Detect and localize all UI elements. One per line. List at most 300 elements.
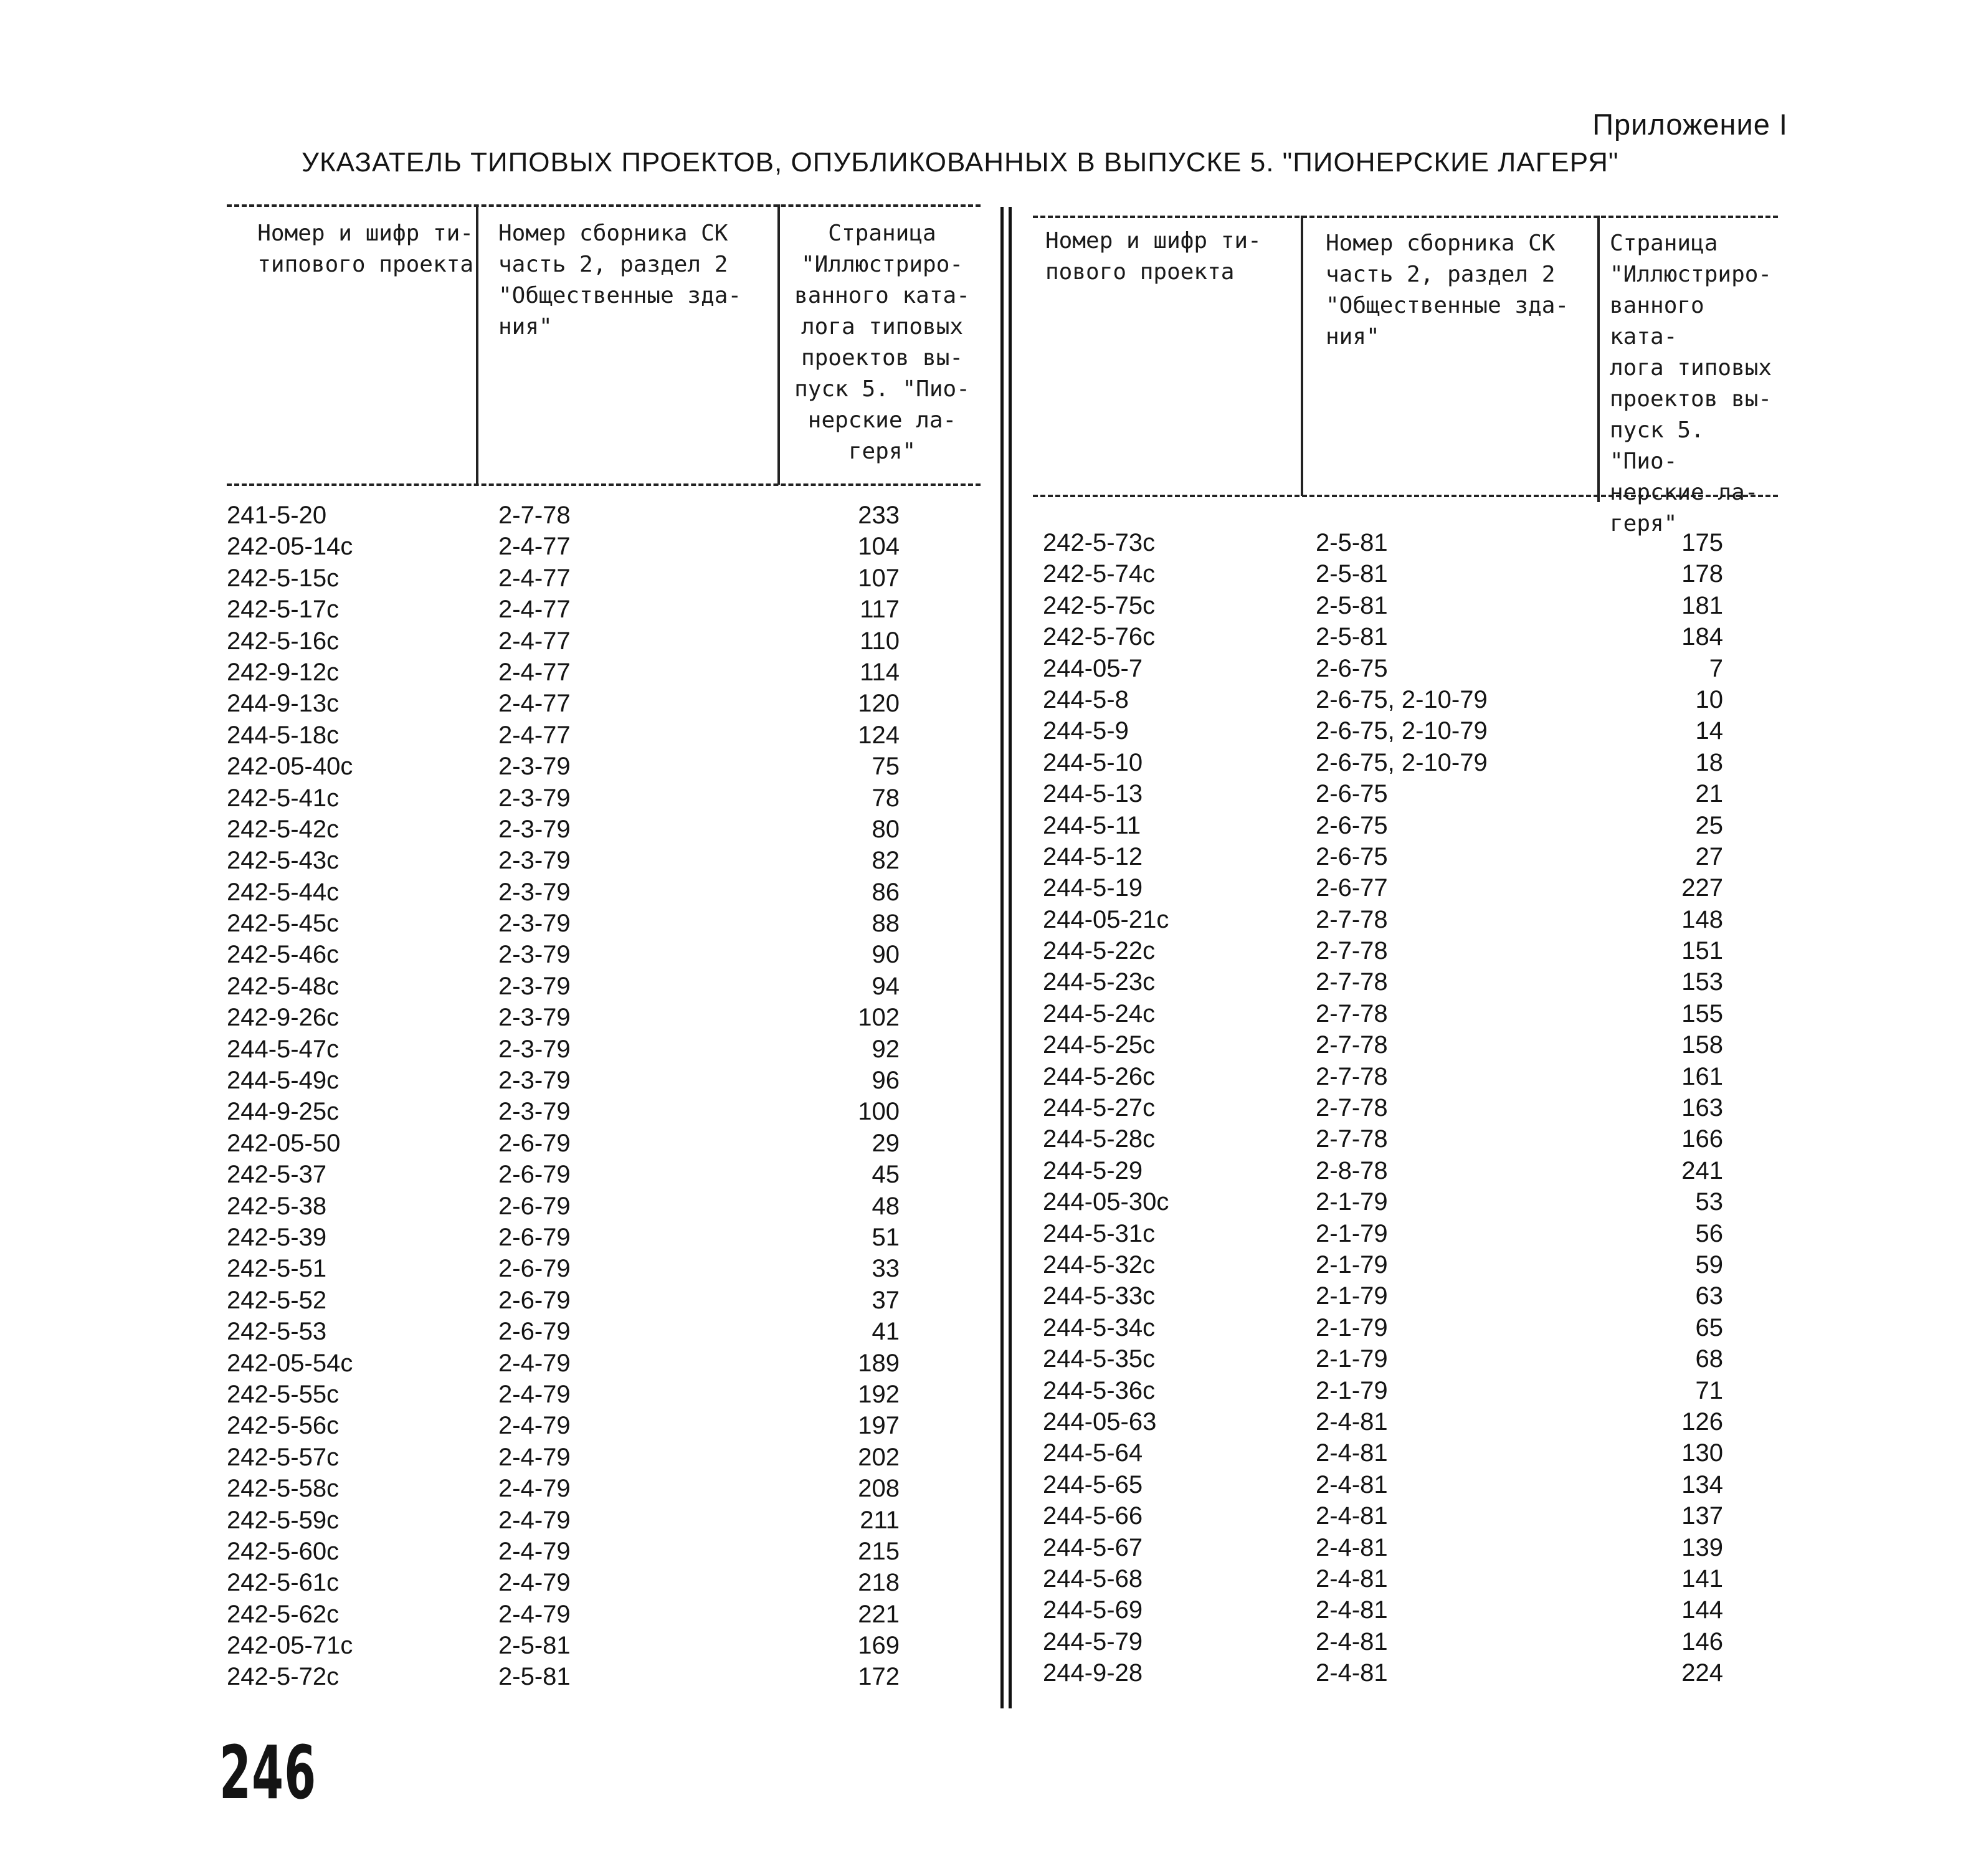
table-row	[227, 1222, 981, 1253]
cell-collection: 2-6-75	[1316, 654, 1388, 682]
table-row	[227, 1034, 981, 1065]
cell-page: 33	[872, 1255, 900, 1283]
cell-page: 107	[858, 564, 900, 592]
table-row	[1033, 1092, 1778, 1123]
cell-project: 244-5-11	[1043, 811, 1141, 839]
table-row	[1033, 1406, 1778, 1437]
cell-page: 90	[872, 941, 900, 969]
cell-collection: 2-3-79	[498, 753, 571, 781]
cell-page: 151	[1681, 937, 1723, 965]
table-row	[227, 1536, 981, 1567]
cell-page: 208	[858, 1475, 900, 1503]
cell-project: 242-9-12с	[227, 658, 340, 686]
cell-collection: 2-8-78	[1316, 1156, 1388, 1184]
cell-page: 96	[872, 1067, 900, 1095]
cell-collection: 2-1-79	[1316, 1188, 1388, 1216]
cell-page: 37	[872, 1286, 900, 1314]
cell-page: 137	[1681, 1502, 1723, 1530]
column-separator	[1597, 216, 1600, 502]
cell-collection: 2-6-79	[498, 1255, 571, 1283]
table-row	[1033, 904, 1778, 935]
cell-page: 100	[858, 1098, 900, 1126]
cell-collection: 2-4-79	[498, 1380, 571, 1408]
right-table	[1033, 202, 1778, 1722]
cell-collection: 2-1-79	[1316, 1376, 1388, 1404]
table-row	[1033, 1500, 1778, 1531]
cell-page: 56	[1695, 1219, 1723, 1247]
cell-collection: 2-4-79	[498, 1443, 571, 1471]
cell-collection: 2-5-81	[1316, 529, 1388, 556]
cell-project: 244-05-7	[1043, 654, 1143, 682]
cell-project: 244-05-21с	[1043, 905, 1169, 933]
cell-project: 242-5-61с	[227, 1569, 340, 1597]
cell-collection: 2-5-81	[1316, 591, 1388, 619]
cell-project: 244-05-63	[1043, 1407, 1157, 1436]
table-row	[1033, 1186, 1778, 1217]
cell-page: 144	[1681, 1596, 1723, 1624]
cell-project: 244-5-25с	[1043, 1031, 1156, 1059]
cell-project: 242-5-60с	[227, 1537, 340, 1565]
cell-project: 242-5-57с	[227, 1443, 340, 1471]
cell-project: 242-5-56с	[227, 1412, 340, 1440]
cell-project: 242-5-74с	[1043, 560, 1156, 588]
left-table-rows	[227, 500, 981, 1693]
cell-page: 169	[858, 1632, 900, 1660]
cell-project: 242-5-58с	[227, 1475, 340, 1503]
table-row	[1033, 1155, 1778, 1186]
cell-page: 29	[872, 1129, 900, 1157]
table-row	[227, 1096, 981, 1127]
cell-project: 242-5-55с	[227, 1380, 340, 1408]
cell-collection: 2-6-79	[498, 1161, 571, 1189]
cell-project: 242-5-44с	[227, 878, 340, 906]
cell-collection: 2-4-77	[498, 627, 571, 655]
cell-page: 166	[1681, 1125, 1723, 1153]
table-row	[227, 783, 981, 814]
table-row	[1033, 1280, 1778, 1312]
table-row	[227, 1316, 981, 1347]
table-row	[227, 688, 981, 719]
page-title: УКАЗАТЕЛЬ ТИПОВЫХ ПРОЕКТОВ, ОПУБЛИКОВАННЫХ В ВЫПУСКЕ 5. "ПИОНЕРСКИЕ ЛАГЕРЯ"	[302, 147, 1619, 178]
right-table-rows	[1033, 527, 1778, 1688]
table-row	[227, 1379, 981, 1410]
table-row	[1033, 1312, 1778, 1343]
cell-page: 153	[1681, 968, 1723, 996]
cell-page: 65	[1695, 1313, 1723, 1341]
cell-project: 244-5-13	[1043, 780, 1143, 808]
table-row	[1033, 1594, 1778, 1626]
cell-collection: 2-3-79	[498, 847, 571, 875]
cell-collection: 2-4-77	[498, 596, 571, 624]
cell-page: 181	[1681, 591, 1723, 619]
header-top-rule	[227, 204, 981, 207]
table-row	[227, 1630, 981, 1661]
cell-project: 244-5-64	[1043, 1439, 1143, 1467]
cell-collection: 2-4-77	[498, 658, 571, 686]
cell-page: 224	[1681, 1659, 1723, 1687]
table-row	[1033, 715, 1778, 746]
table-row	[227, 1567, 981, 1598]
table-row	[227, 751, 981, 782]
table-row	[1033, 1626, 1778, 1657]
cell-collection: 2-3-79	[498, 1067, 571, 1095]
cell-collection: 2-4-77	[498, 533, 571, 561]
cell-page: 45	[872, 1161, 900, 1189]
cell-collection: 2-3-79	[498, 910, 571, 938]
table-row	[1033, 1061, 1778, 1092]
cell-collection: 2-4-81	[1316, 1470, 1388, 1498]
cell-collection: 2-4-81	[1316, 1502, 1388, 1530]
cell-page: 139	[1681, 1533, 1723, 1561]
table-row	[227, 1348, 981, 1379]
cell-collection: 2-4-79	[498, 1412, 571, 1440]
cell-collection: 2-6-75	[1316, 811, 1388, 839]
column-separator	[1301, 216, 1303, 496]
cell-collection: 2-6-79	[498, 1318, 571, 1346]
cell-collection: 2-6-79	[498, 1192, 571, 1220]
cell-project: 244-5-65	[1043, 1470, 1143, 1498]
cell-project: 244-9-28	[1043, 1659, 1143, 1687]
table-row	[227, 1285, 981, 1316]
cell-collection: 2-1-79	[1316, 1250, 1388, 1278]
cell-page: 68	[1695, 1345, 1723, 1373]
cell-collection: 2-4-79	[498, 1349, 571, 1377]
table-row	[227, 908, 981, 939]
cell-page: 130	[1681, 1439, 1723, 1467]
cell-project: 242-9-26с	[227, 1004, 340, 1032]
cell-project: 242-5-42с	[227, 815, 340, 843]
table-row	[1033, 778, 1778, 809]
cell-page: 197	[858, 1412, 900, 1440]
cell-collection: 2-7-78	[1316, 968, 1388, 996]
cell-page: 146	[1681, 1627, 1723, 1655]
cell-collection: 2-6-75, 2-10-79	[1316, 748, 1488, 776]
cell-collection: 2-4-79	[498, 1537, 571, 1565]
cell-project: 244-5-19	[1043, 874, 1143, 902]
cell-page: 41	[872, 1318, 900, 1346]
table-row	[1033, 935, 1778, 966]
table-row	[227, 1473, 981, 1504]
cell-project: 244-5-8	[1043, 685, 1129, 713]
cell-collection: 2-4-79	[498, 1600, 571, 1628]
cell-page: 233	[858, 502, 900, 529]
table-row	[1033, 810, 1778, 841]
cell-project: 242-5-46с	[227, 941, 340, 969]
table-row	[227, 971, 981, 1002]
cell-collection: 2-4-81	[1316, 1407, 1388, 1436]
cell-project: 242-5-59с	[227, 1506, 340, 1534]
header-project-number: Номер и шифр ти- типового проекта	[257, 221, 473, 277]
cell-collection: 2-6-79	[498, 1129, 571, 1157]
cell-page: 48	[872, 1192, 900, 1220]
table-row	[227, 1410, 981, 1441]
cell-project: 242-5-41с	[227, 784, 340, 812]
table-row	[227, 1159, 981, 1190]
cell-page: 80	[872, 815, 900, 843]
cell-project: 242-05-50	[227, 1129, 341, 1157]
table-row	[227, 1002, 981, 1033]
table-row	[227, 1661, 981, 1692]
cell-collection: 2-5-81	[498, 1663, 571, 1691]
cell-project: 244-5-36с	[1043, 1376, 1156, 1404]
cell-project: 244-5-10	[1043, 748, 1143, 776]
header-top-rule	[1033, 216, 1778, 218]
cell-project: 242-05-40с	[227, 753, 353, 781]
cell-collection: 2-1-79	[1316, 1313, 1388, 1341]
cell-page: 117	[860, 596, 900, 624]
cell-page: 71	[1695, 1376, 1723, 1404]
cell-project: 244-5-31с	[1043, 1219, 1156, 1247]
cell-page: 110	[860, 627, 900, 655]
header-catalog-page: Страница "Иллюстриро- ванного ката- лога типовых проектов вы- пуск 5. "Пио- нерские ла- геря"	[1610, 231, 1772, 536]
table-row	[1033, 1029, 1778, 1060]
cell-project: 244-5-35с	[1043, 1345, 1156, 1373]
cell-collection: 2-7-78	[498, 502, 571, 529]
cell-page: 7	[1709, 654, 1723, 682]
cell-page: 114	[860, 658, 900, 686]
header-catalog-page: Страница "Иллюстриро- ванного ката- лога типовых проектов вы- пуск 5. "Пио- нерские ла- геря"	[794, 221, 970, 464]
cell-project: 244-5-33с	[1043, 1282, 1156, 1310]
cell-project: 242-5-52	[227, 1286, 327, 1314]
cell-project: 244-5-22с	[1043, 937, 1156, 965]
table-row	[227, 594, 981, 625]
cell-page: 158	[1681, 1031, 1723, 1059]
column-separator	[476, 204, 478, 485]
table-row	[227, 626, 981, 657]
table-row	[1033, 872, 1778, 903]
cell-collection: 2-4-81	[1316, 1659, 1388, 1687]
cell-page: 94	[872, 972, 900, 1000]
table-row	[227, 1442, 981, 1473]
cell-page: 134	[1681, 1470, 1723, 1498]
table-row	[227, 877, 981, 908]
cell-project: 244-9-25с	[227, 1098, 340, 1126]
table-row	[1033, 527, 1778, 558]
table-row	[1033, 1469, 1778, 1500]
cell-collection: 2-3-79	[498, 941, 571, 969]
cell-project: 244-5-67	[1043, 1533, 1143, 1561]
appendix-label: Приложение I	[1592, 108, 1788, 141]
cell-page: 126	[1681, 1407, 1723, 1436]
table-row	[227, 1128, 981, 1159]
page-number: 246	[219, 1730, 317, 1816]
cell-page: 178	[1681, 560, 1723, 588]
cell-page: 124	[858, 721, 900, 749]
cell-project: 244-5-49с	[227, 1067, 340, 1095]
cell-project: 244-5-32с	[1043, 1250, 1156, 1278]
table-row	[1033, 1532, 1778, 1563]
cell-project: 244-5-66	[1043, 1502, 1143, 1530]
cell-collection: 2-1-79	[1316, 1282, 1388, 1310]
cell-page: 241	[1681, 1156, 1723, 1184]
cell-project: 244-5-79	[1043, 1627, 1143, 1655]
column-divider	[1000, 207, 1012, 1708]
cell-collection: 2-4-81	[1316, 1533, 1388, 1561]
cell-page: 221	[858, 1600, 900, 1628]
header-collection-number: Номер сборника СК часть 2, раздел 2 "Общественные зда- ния"	[1326, 231, 1569, 350]
cell-page: 27	[1695, 842, 1723, 870]
cell-project: 242-5-62с	[227, 1600, 340, 1628]
table-row	[1033, 1249, 1778, 1280]
cell-project: 242-5-48с	[227, 972, 340, 1000]
cell-page: 21	[1695, 780, 1723, 808]
cell-project: 242-5-45с	[227, 910, 340, 938]
cell-project: 244-9-13с	[227, 690, 340, 718]
cell-project: 242-5-72с	[227, 1663, 340, 1691]
cell-project: 244-5-12	[1043, 842, 1143, 870]
table-row	[1033, 653, 1778, 684]
cell-collection: 2-6-79	[498, 1286, 571, 1314]
table-row	[1033, 684, 1778, 715]
cell-collection: 2-3-79	[498, 815, 571, 843]
cell-collection: 2-7-78	[1316, 999, 1388, 1027]
cell-page: 14	[1695, 717, 1723, 745]
table-row	[227, 1599, 981, 1630]
cell-project: 242-5-76с	[1043, 623, 1156, 651]
cell-collection: 2-4-79	[498, 1506, 571, 1534]
cell-page: 18	[1695, 748, 1723, 776]
cell-page: 155	[1681, 999, 1723, 1027]
table-row	[1033, 1375, 1778, 1406]
column-separator	[777, 204, 780, 485]
cell-page: 75	[872, 753, 900, 781]
cell-collection: 2-3-79	[498, 1098, 571, 1126]
cell-collection: 2-6-75	[1316, 842, 1388, 870]
cell-page: 102	[858, 1004, 900, 1032]
table-row	[1033, 590, 1778, 621]
cell-page: 92	[872, 1035, 900, 1063]
cell-project: 242-05-71с	[227, 1632, 353, 1660]
cell-project: 244-05-30с	[1043, 1188, 1169, 1216]
table-row	[1033, 558, 1778, 589]
cell-collection: 2-7-78	[1316, 905, 1388, 933]
table-row	[227, 845, 981, 876]
cell-collection: 2-4-81	[1316, 1596, 1388, 1624]
cell-page: 161	[1681, 1062, 1723, 1090]
cell-project: 242-5-15с	[227, 564, 340, 592]
cell-page: 227	[1681, 874, 1723, 902]
table-row	[227, 531, 981, 562]
cell-collection: 2-6-75, 2-10-79	[1316, 717, 1488, 745]
cell-page: 88	[872, 910, 900, 938]
header-project-number: Номер и шифр ти- пового проекта	[1045, 228, 1261, 285]
table-row	[227, 657, 981, 688]
cell-collection: 2-7-78	[1316, 1094, 1388, 1122]
cell-collection: 2-4-77	[498, 690, 571, 718]
cell-page: 215	[858, 1537, 900, 1565]
cell-collection: 2-4-79	[498, 1475, 571, 1503]
cell-collection: 2-5-81	[1316, 560, 1388, 588]
cell-page: 141	[1681, 1564, 1723, 1593]
table-row	[227, 500, 981, 531]
cell-collection: 2-6-79	[498, 1223, 571, 1251]
header-collection-number: Номер сборника СК часть 2, раздел 2 "Общественные зда- ния"	[498, 221, 742, 340]
cell-project: 244-5-68	[1043, 1564, 1143, 1593]
cell-project: 244-5-47с	[227, 1035, 340, 1063]
cell-collection: 2-4-81	[1316, 1564, 1388, 1593]
table-row	[227, 563, 981, 594]
cell-project: 242-5-51	[227, 1255, 327, 1283]
cell-page: 218	[858, 1569, 900, 1597]
cell-page: 53	[1695, 1188, 1723, 1216]
cell-project: 244-5-24с	[1043, 999, 1156, 1027]
cell-collection: 2-3-79	[498, 878, 571, 906]
cell-collection: 2-3-79	[498, 1035, 571, 1063]
cell-page: 82	[872, 847, 900, 875]
cell-collection: 2-7-78	[1316, 1062, 1388, 1090]
cell-project: 242-5-73с	[1043, 529, 1156, 556]
cell-collection: 2-4-77	[498, 721, 571, 749]
table-row	[1033, 1657, 1778, 1688]
table-row	[1033, 966, 1778, 998]
table-row	[227, 1065, 981, 1096]
cell-page: 192	[858, 1380, 900, 1408]
table-row	[1033, 1563, 1778, 1594]
cell-collection: 2-4-81	[1316, 1439, 1388, 1467]
cell-page: 51	[872, 1223, 900, 1251]
cell-page: 175	[1681, 529, 1723, 556]
cell-project: 244-5-23с	[1043, 968, 1156, 996]
table-row	[1033, 998, 1778, 1029]
cell-project: 244-5-27с	[1043, 1094, 1156, 1122]
cell-collection: 2-6-75	[1316, 780, 1388, 808]
cell-collection: 2-5-81	[498, 1632, 571, 1660]
cell-project: 242-5-75с	[1043, 591, 1156, 619]
cell-project: 242-5-38	[227, 1192, 327, 1220]
cell-collection: 2-3-79	[498, 1004, 571, 1032]
cell-collection: 2-1-79	[1316, 1345, 1388, 1373]
cell-project: 242-5-37	[227, 1161, 327, 1189]
table-row	[1033, 841, 1778, 872]
cell-page: 104	[858, 533, 900, 561]
cell-page: 78	[872, 784, 900, 812]
cell-page: 172	[858, 1663, 900, 1691]
cell-project: 244-5-28с	[1043, 1125, 1156, 1153]
cell-project: 244-5-9	[1043, 717, 1129, 745]
cell-page: 120	[858, 690, 900, 718]
cell-collection: 2-6-77	[1316, 874, 1388, 902]
table-row	[1033, 621, 1778, 652]
cell-collection: 2-1-79	[1316, 1219, 1388, 1247]
cell-collection: 2-5-81	[1316, 623, 1388, 651]
cell-project: 244-5-26с	[1043, 1062, 1156, 1090]
cell-collection: 2-3-79	[498, 972, 571, 1000]
cell-project: 244-5-69	[1043, 1596, 1143, 1624]
cell-page: 63	[1695, 1282, 1723, 1310]
cell-collection: 2-6-75, 2-10-79	[1316, 685, 1488, 713]
cell-collection: 2-3-79	[498, 784, 571, 812]
cell-page: 184	[1681, 623, 1723, 651]
cell-page: 10	[1695, 685, 1723, 713]
cell-project: 242-05-14с	[227, 533, 353, 561]
cell-project: 242-5-16с	[227, 627, 340, 655]
cell-page: 163	[1681, 1094, 1723, 1122]
table-row	[1033, 1218, 1778, 1249]
cell-collection: 2-4-79	[498, 1569, 571, 1597]
cell-project: 244-5-18с	[227, 721, 340, 749]
cell-collection: 2-4-81	[1316, 1627, 1388, 1655]
header-bottom-rule	[227, 483, 981, 486]
cell-collection: 2-7-78	[1316, 937, 1388, 965]
table-row	[227, 1191, 981, 1222]
cell-project: 244-5-34с	[1043, 1313, 1156, 1341]
table-row	[1033, 1437, 1778, 1469]
cell-page: 211	[860, 1506, 900, 1534]
cell-page: 189	[858, 1349, 900, 1377]
cell-project: 242-05-54с	[227, 1349, 353, 1377]
cell-page: 59	[1695, 1250, 1723, 1278]
table-row	[1033, 1343, 1778, 1374]
